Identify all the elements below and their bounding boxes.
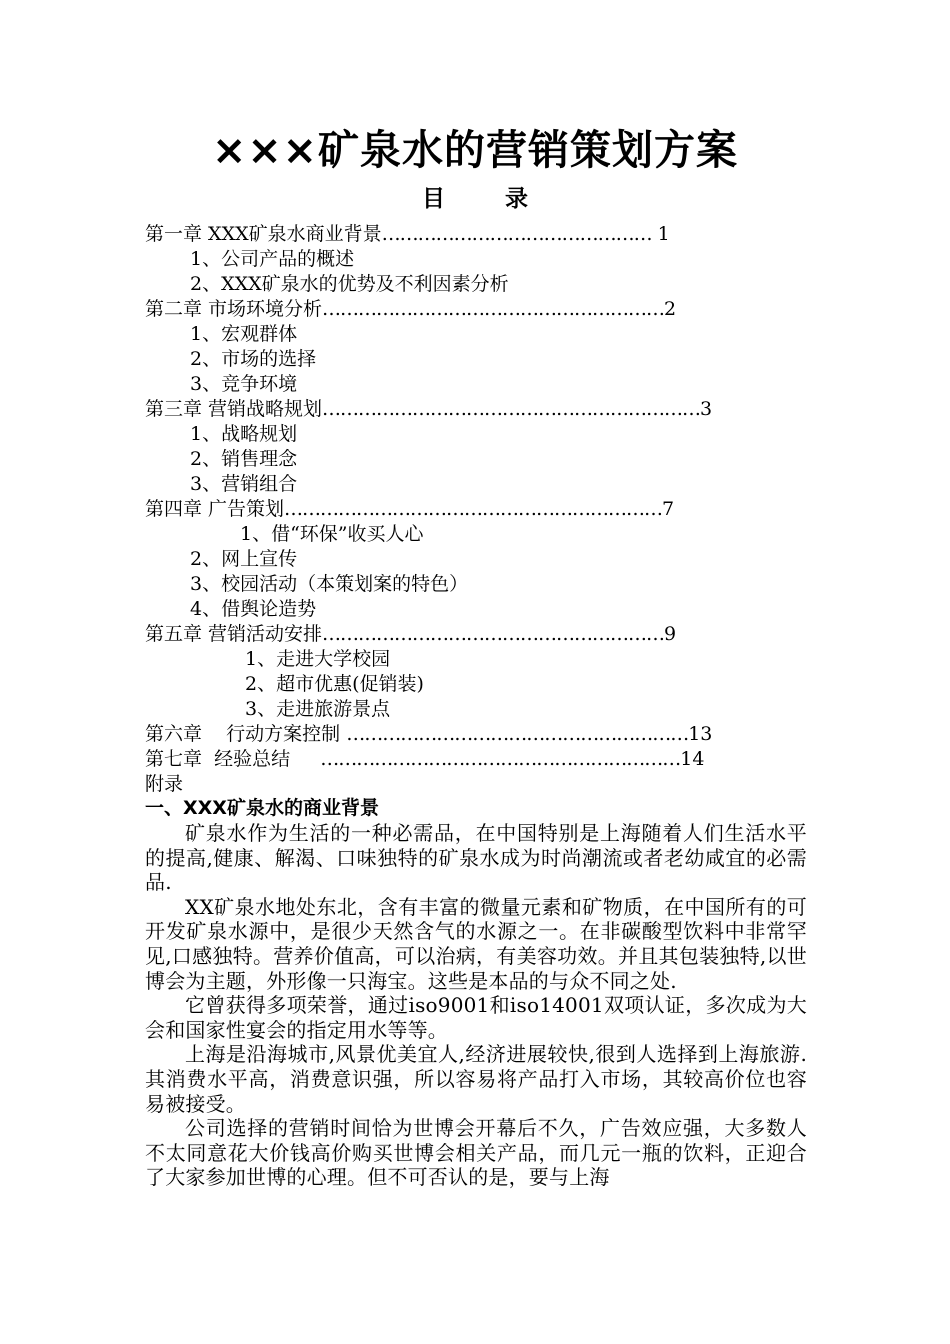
toc-entry-text: 2、网上宣传 bbox=[190, 548, 298, 570]
toc-entry-text: 3、竞争环境 bbox=[190, 373, 298, 395]
toc-entry-text: 第七章 经验总结 bbox=[145, 748, 321, 770]
toc-entry-text: 2、市场的选择 bbox=[190, 348, 317, 370]
toc-page-number: 3 bbox=[700, 398, 713, 420]
toc-leader: ………………………………………………… bbox=[322, 298, 665, 320]
paragraph: XX矿泉水地处东北，含有丰富的微量元素和矿物质，在中国所有的可开发矿泉水源中，是很少天然含气的水源之一。在非碳酸型饮料中非常罕见,口感独特。营养价值高，可以治病，有美容功效。并且其包装独特,以世博会为主题，外形像一只海宝。这些是本品的与众不同之处. bbox=[145, 894, 807, 993]
toc-page-number: 1 bbox=[651, 223, 670, 245]
toc-entry-sub bbox=[245, 647, 390, 672]
toc-entry-text: 第五章 营销活动安排 bbox=[145, 623, 323, 645]
toc-entry-text: 1、公司产品的概述 bbox=[190, 248, 355, 270]
toc-leader: ………………………………………………… bbox=[346, 723, 689, 745]
toc-leader: …………………………………………………… bbox=[320, 748, 681, 770]
toc-entry-sub bbox=[245, 697, 390, 722]
toc-entry-text: 1、走进大学校园 bbox=[245, 648, 391, 670]
toc-entry-text: 2、销售理念 bbox=[190, 448, 298, 470]
toc-entry-text: 第三章 营销战略规划 bbox=[145, 398, 323, 420]
paragraph: 矿泉水作为生活的一种必需品，在中国特别是上海随着人们生活水平的提高,健康、解渴、口味独特的矿泉水成为时尚潮流或者老幼咸宜的必需品. bbox=[145, 821, 807, 895]
toc-entry-text: 4、借舆论造势 bbox=[190, 598, 317, 620]
toc-entry-sub bbox=[190, 322, 297, 347]
toc-entry-text: 第一章 XXX矿泉水商业背景 bbox=[145, 223, 382, 245]
toc-entry-text: 2、超市优惠(促销装) bbox=[245, 673, 424, 695]
toc-entry-sub bbox=[190, 247, 354, 272]
toc-entry-sub bbox=[190, 547, 297, 572]
toc-leader: ………………………………………………… bbox=[322, 623, 665, 645]
toc-entry-sub bbox=[190, 372, 297, 397]
toc-entry-chapter-3 bbox=[145, 397, 712, 422]
paragraph: 它曾获得多项荣誉，通过iso9001和iso14001双项认证，多次成为大会和国家性宴会的指定用水等等。 bbox=[145, 993, 807, 1042]
toc-entry-sub bbox=[240, 522, 424, 547]
toc-entry-text: 1、借“环保”收买人心 bbox=[240, 523, 424, 545]
toc-entry-chapter-2 bbox=[145, 297, 676, 322]
toc-entry-sub bbox=[190, 422, 297, 447]
toc-entry-text: 2、XXX矿泉水的优势及不利因素分析 bbox=[190, 273, 509, 295]
toc-entry-chapter-1 bbox=[145, 222, 670, 247]
toc-entry-sub bbox=[190, 447, 297, 472]
paragraph: 公司选择的营销时间恰为世博会开幕后不久，广告效应强，大多数人不太同意花大价钱高价购买世博会相关产品，而几元一瓶的饮料，正迎合了大家参加世博的心理。但不可否认的是，要与上海 bbox=[145, 1116, 807, 1190]
toc-entry-chapter-5 bbox=[145, 622, 676, 647]
toc-entry-text: 第四章 广告策划 bbox=[145, 498, 285, 520]
toc-leader: ……………………………………… bbox=[381, 223, 652, 245]
toc-entry-text: 1、宏观群体 bbox=[190, 323, 298, 345]
toc-page-number: 2 bbox=[664, 298, 677, 320]
toc-entry-sub bbox=[190, 572, 468, 597]
toc-entry-sub bbox=[190, 472, 297, 497]
paragraph: 上海是沿海城市,风景优美宜人,经济进展较快,很到人选择到上海旅游.其消费水平高，消费意识强，所以容易将产品打入市场，其较高价位也容易被接受。 bbox=[145, 1042, 807, 1116]
toc-entry-appendix bbox=[145, 772, 183, 797]
toc-entry-sub bbox=[190, 597, 316, 622]
toc-entry-text: 3、走进旅游景点 bbox=[245, 698, 391, 720]
toc-entry-chapter-7 bbox=[145, 747, 704, 772]
toc-leader: ……………………………………………………… bbox=[322, 398, 701, 420]
section-body bbox=[145, 796, 807, 1190]
toc-page-number: 7 bbox=[662, 498, 675, 520]
toc-entry-chapter-6 bbox=[145, 722, 712, 747]
toc-page-number: 9 bbox=[664, 623, 677, 645]
toc-entry-text: 第二章 市场环境分析 bbox=[145, 298, 323, 320]
toc-entry-sub bbox=[190, 347, 316, 372]
toc-entry-text: 3、校园活动（本策划案的特色） bbox=[190, 573, 469, 595]
toc-entry-sub bbox=[245, 672, 424, 697]
toc-page-number: 14 bbox=[680, 748, 705, 770]
toc-entry-text: 第六章 行动方案控制 bbox=[145, 723, 347, 745]
section-heading: 一、XXX矿泉水的商业背景 bbox=[145, 797, 379, 819]
toc-heading: 目 录 bbox=[421, 185, 554, 212]
toc-entry-sub bbox=[190, 272, 509, 297]
toc-entry-text: 1、战略规划 bbox=[190, 423, 298, 445]
toc-page-number: 13 bbox=[688, 723, 713, 745]
toc-entry-chapter-4 bbox=[145, 497, 674, 522]
toc-entry-text: 附录 bbox=[145, 773, 184, 795]
document-title: ×××矿泉水的营销策划方案 bbox=[211, 126, 739, 174]
toc-entry-text: 3、营销组合 bbox=[190, 473, 298, 495]
toc-leader: ……………………………………………………… bbox=[284, 498, 663, 520]
